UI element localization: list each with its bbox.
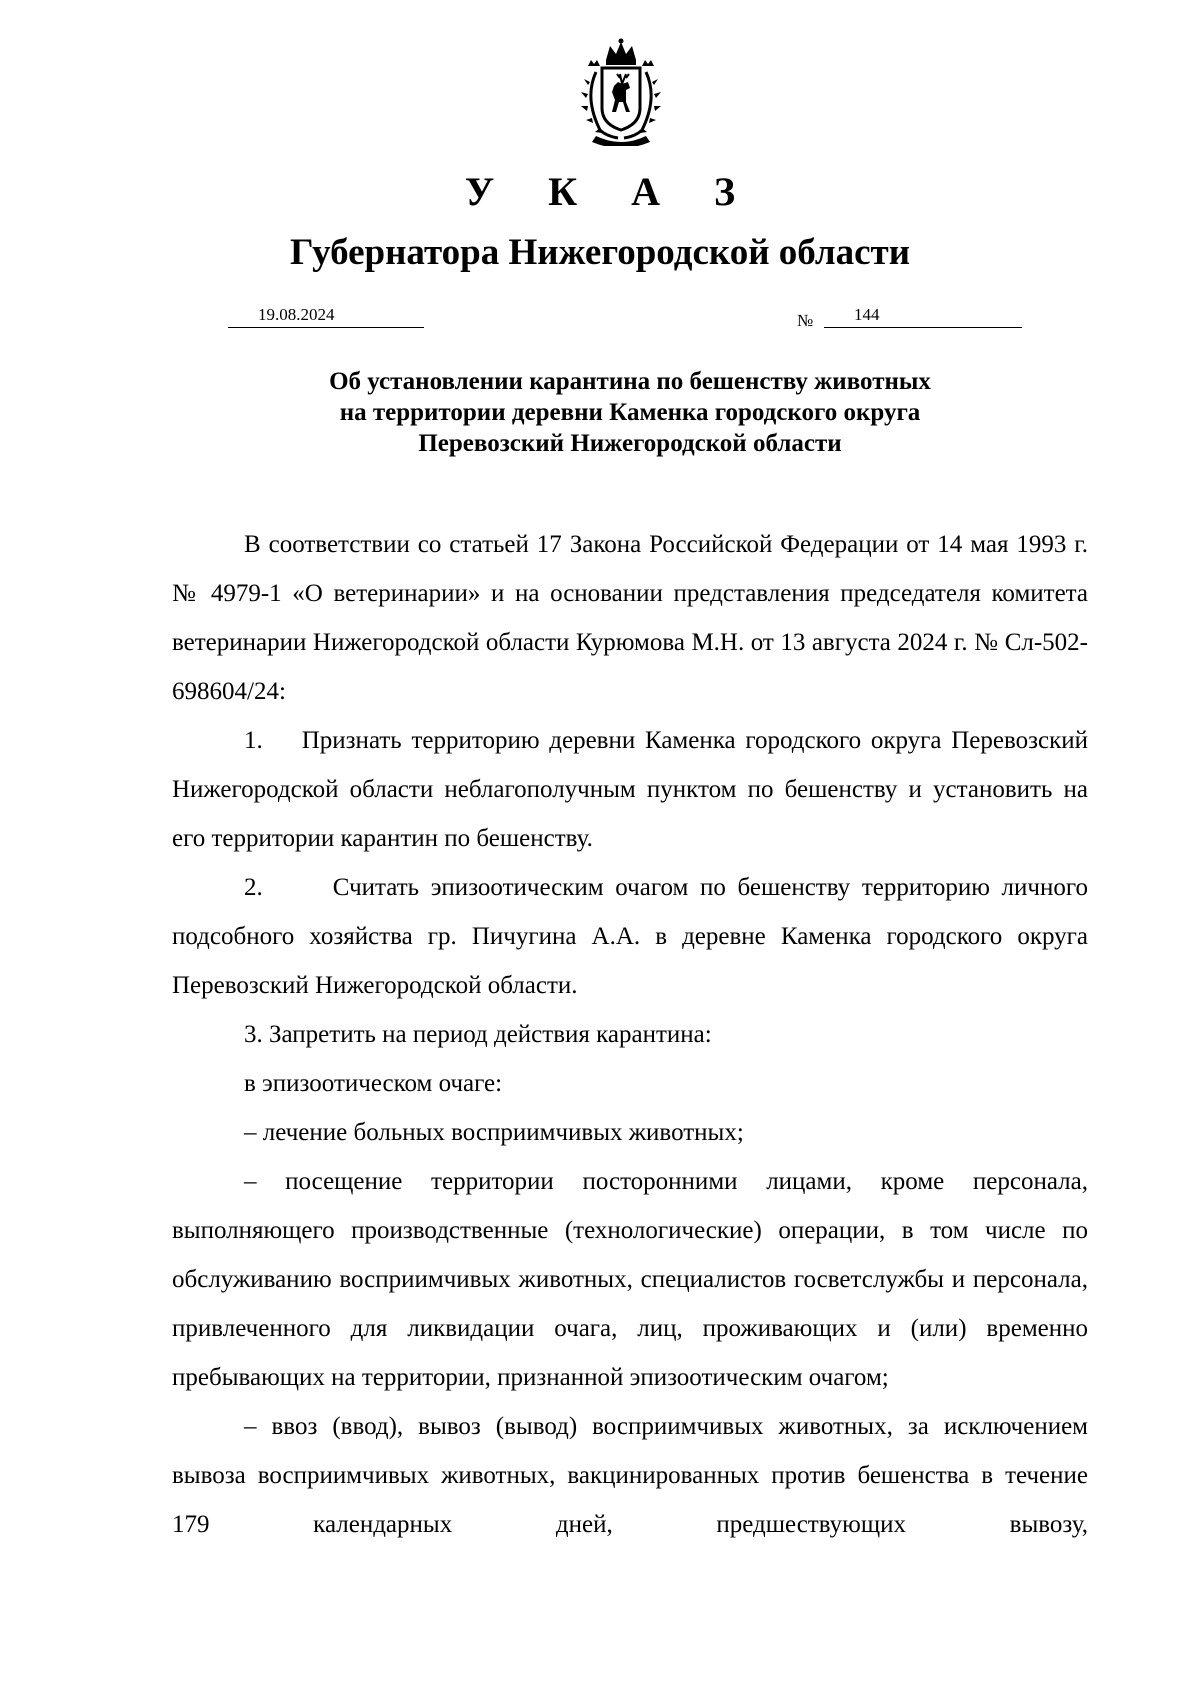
date-field — [228, 305, 424, 328]
subject-line: Перевозский Нижегородской области — [418, 430, 842, 457]
document-body — [172, 520, 1088, 1549]
paragraph-prohibition: – ввоз (ввод), вывоз (вывод) восприимчивых животных, за исключением вывоза восприимчивых животных, вакцинированных против бешенства в течение 179 календарных дней, предшествующих вывозу, — [172, 1413, 1088, 1538]
paragraph-item-1: 1. Признать территорию деревни Каменка городского округа Перевозский Нижегородской области неблагополучным пунктом по бешенству и установить на его территории карантин по бешенству. — [172, 727, 1088, 852]
document-type-title: У К А З — [464, 169, 758, 214]
date-value: 19.08.2024 — [258, 305, 335, 324]
paragraph-prohibition: – посещение территории посторонними лицами, кроме персонала, выполняющего производственные (технологические) операции, в том числе по обслуживанию восприимчивых животных, специалистов госветслужбы и персонала, привлеченного для ликвидации очага, лиц, проживающих и (или) временно пребывающих на территории, признанной эпизоотическим очагом; — [172, 1168, 1088, 1391]
subject-line: Об установлении карантина по бешенству животных — [329, 368, 931, 395]
number-value: 144 — [854, 305, 880, 324]
paragraph-focus-heading: в эпизоотическом очаге: — [244, 1070, 503, 1097]
document-issuer: Губернатора Нижегородской области — [289, 232, 911, 273]
paragraph-prohibition: – лечение больных восприимчивых животных; — [244, 1119, 744, 1146]
number-field — [824, 305, 1022, 328]
number-label: № — [797, 311, 814, 330]
paragraph-item-3: 3. Запретить на период действия карантина: — [244, 1021, 712, 1048]
coat-of-arms-icon — [566, 38, 676, 146]
document-subject — [0, 366, 1200, 459]
subject-line: на территории деревни Каменка городского округа — [339, 399, 921, 426]
paragraph-item-2: 2. Считать эпизоотическим очагом по бешенству территорию личного подсобного хозяйства гр. Пичугина А.А. в деревне Каменка городского округа Перевозский Нижегородской области. — [172, 874, 1088, 999]
paragraph-preamble: В соответствии со статьей 17 Закона Российской Федерации от 14 мая 1993 г. № 4979-1 «О ветеринарии» и на основании представления председателя комитета ветеринарии Нижегородской области Курюмова М.Н. от 13 августа 2024 г. № Сл-502-698604/24: — [172, 531, 1088, 705]
